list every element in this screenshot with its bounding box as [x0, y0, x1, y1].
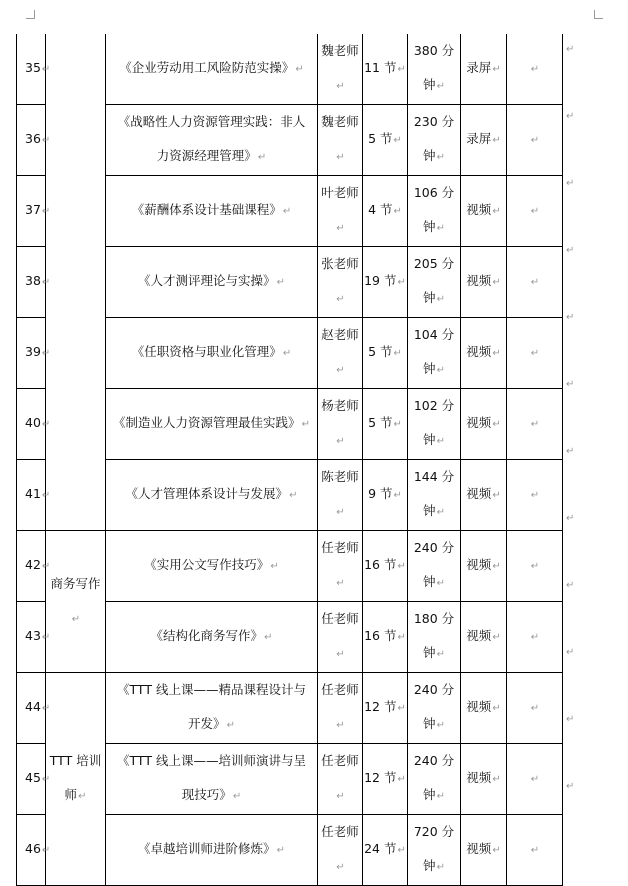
row-end-mark: ↵ — [566, 44, 575, 55]
lesson-count: 24 节↵ — [363, 815, 408, 886]
course-title: 《结构化商务写作》↵ — [106, 602, 318, 673]
course-title: 《任职资格与职业化管理》↵ — [106, 318, 318, 389]
row-number: 41↵ — [17, 460, 46, 531]
duration: 240 分钟↵ — [408, 673, 461, 744]
row-end-mark: ↵ — [566, 111, 575, 122]
teacher-name: 赵老师↵ — [318, 318, 363, 389]
row-end-mark: ↵ — [566, 178, 575, 189]
teacher-name: 任老师↵ — [318, 602, 363, 673]
duration: 205 分钟↵ — [408, 247, 461, 318]
category-cell-writing: 商务写作↵ — [46, 531, 106, 673]
course-title: 《战略性人力资源管理实践：非人力资源经理管理》↵ — [106, 105, 318, 176]
table-row — [17, 531, 563, 602]
format: 视频↵ — [461, 602, 507, 673]
duration: 230 分钟↵ — [408, 105, 461, 176]
format: 视频↵ — [461, 460, 507, 531]
lesson-count: 16 节↵ — [363, 531, 408, 602]
lesson-count: 11 节↵ — [363, 34, 408, 105]
row-number: 39↵ — [17, 318, 46, 389]
course-title: 《人才管理体系设计与发展》↵ — [106, 460, 318, 531]
duration: 380 分钟↵ — [408, 34, 461, 105]
format: 视频↵ — [461, 531, 507, 602]
remark-cell: ↵ — [507, 460, 563, 531]
lesson-count: 5 节↵ — [363, 318, 408, 389]
format: 视频↵ — [461, 318, 507, 389]
remark-cell: ↵ — [507, 602, 563, 673]
course-title: 《制造业人力资源管理最佳实践》↵ — [106, 389, 318, 460]
row-number: 36↵ — [17, 105, 46, 176]
teacher-name: 任老师↵ — [318, 673, 363, 744]
category-cell-hr — [46, 34, 106, 531]
format: 录屏↵ — [461, 105, 507, 176]
course-schedule-table — [16, 34, 563, 886]
remark-cell: ↵ — [507, 744, 563, 815]
format: 视频↵ — [461, 247, 507, 318]
row-end-mark: ↵ — [566, 379, 575, 390]
format: 录屏↵ — [461, 34, 507, 105]
duration: 106 分钟↵ — [408, 176, 461, 247]
duration: 240 分钟↵ — [408, 744, 461, 815]
course-title: 《TTT 线上课——精品课程设计与开发》↵ — [106, 673, 318, 744]
table-row — [17, 673, 563, 744]
duration: 180 分钟↵ — [408, 602, 461, 673]
table-row — [17, 34, 563, 105]
row-end-mark: ↵ — [566, 781, 575, 792]
row-end-mark: ↵ — [566, 580, 575, 591]
teacher-name: 魏老师↵ — [318, 34, 363, 105]
lesson-count: 4 节↵ — [363, 176, 408, 247]
row-number: 35↵ — [17, 34, 46, 105]
lesson-count: 19 节↵ — [363, 247, 408, 318]
lesson-count: 5 节↵ — [363, 389, 408, 460]
row-end-mark: ↵ — [566, 513, 575, 524]
course-title: 《企业劳动用工风险防范实操》↵ — [106, 34, 318, 105]
crop-mark-top-left — [26, 10, 35, 19]
teacher-name: 任老师↵ — [318, 815, 363, 886]
category-cell-ttt: TTT 培训师↵ — [46, 673, 106, 886]
remark-cell: ↵ — [507, 531, 563, 602]
row-end-mark: ↵ — [566, 312, 575, 323]
course-title: 《实用公文写作技巧》↵ — [106, 531, 318, 602]
row-end-mark: ↵ — [566, 647, 575, 658]
row-end-mark: ↵ — [566, 446, 575, 457]
format: 视频↵ — [461, 389, 507, 460]
course-title: 《卓越培训师进阶修炼》↵ — [106, 815, 318, 886]
row-number: 42↵ — [17, 531, 46, 602]
duration: 104 分钟↵ — [408, 318, 461, 389]
teacher-name: 张老师↵ — [318, 247, 363, 318]
remark-cell: ↵ — [507, 105, 563, 176]
remark-cell: ↵ — [507, 176, 563, 247]
format: 视频↵ — [461, 176, 507, 247]
format: 视频↵ — [461, 673, 507, 744]
crop-mark-top-right — [594, 10, 603, 19]
lesson-count: 9 节↵ — [363, 460, 408, 531]
course-title: 《TTT 线上课——培训师演讲与呈现技巧》↵ — [106, 744, 318, 815]
teacher-name: 杨老师↵ — [318, 389, 363, 460]
remark-cell: ↵ — [507, 247, 563, 318]
duration: 240 分钟↵ — [408, 531, 461, 602]
course-title: 《薪酬体系设计基础课程》↵ — [106, 176, 318, 247]
row-number: 37↵ — [17, 176, 46, 247]
row-end-mark: ↵ — [566, 245, 575, 256]
format: 视频↵ — [461, 815, 507, 886]
lesson-count: 12 节↵ — [363, 744, 408, 815]
remark-cell: ↵ — [507, 815, 563, 886]
row-end-mark: ↵ — [566, 714, 575, 725]
row-number: 46↵ — [17, 815, 46, 886]
teacher-name: 魏老师↵ — [318, 105, 363, 176]
format: 视频↵ — [461, 744, 507, 815]
row-number: 43↵ — [17, 602, 46, 673]
duration: 720 分钟↵ — [408, 815, 461, 886]
remark-cell: ↵ — [507, 673, 563, 744]
course-title: 《人才测评理论与实操》↵ — [106, 247, 318, 318]
lesson-count: 12 节↵ — [363, 673, 408, 744]
row-number: 40↵ — [17, 389, 46, 460]
teacher-name: 陈老师↵ — [318, 460, 363, 531]
row-number: 45↵ — [17, 744, 46, 815]
duration: 144 分钟↵ — [408, 460, 461, 531]
remark-cell: ↵ — [507, 34, 563, 105]
duration: 102 分钟↵ — [408, 389, 461, 460]
remark-cell: ↵ — [507, 389, 563, 460]
row-number: 44↵ — [17, 673, 46, 744]
row-number: 38↵ — [17, 247, 46, 318]
lesson-count: 5 节↵ — [363, 105, 408, 176]
lesson-count: 16 节↵ — [363, 602, 408, 673]
teacher-name: 任老师↵ — [318, 531, 363, 602]
teacher-name: 任老师↵ — [318, 744, 363, 815]
remark-cell: ↵ — [507, 318, 563, 389]
teacher-name: 叶老师↵ — [318, 176, 363, 247]
